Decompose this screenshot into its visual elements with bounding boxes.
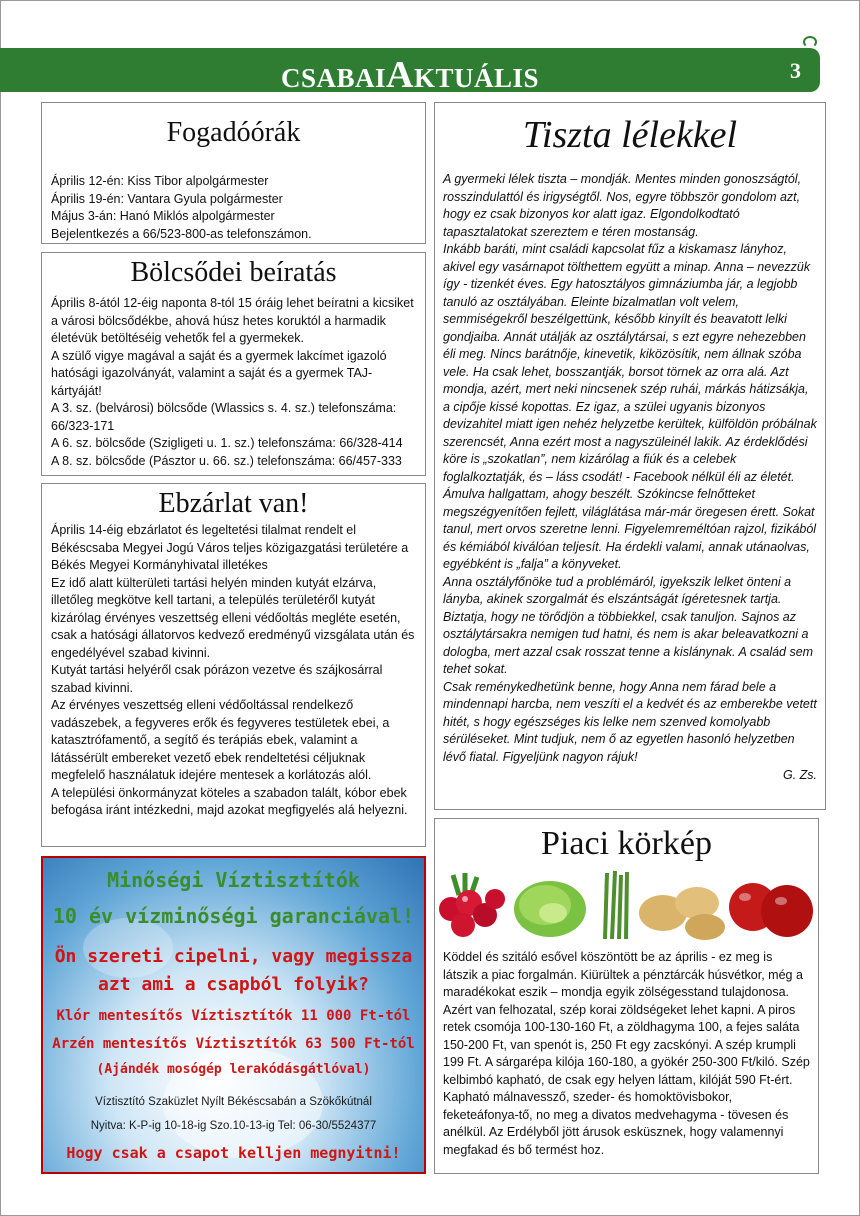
dog-quarantine-box <box>41 483 426 847</box>
ad-question-line-1: Ön szereti cipelni, vagy megissza <box>54 946 413 967</box>
dog-quarantine-paragraph: Ez idő alatt külterületi tartási helyén minden kutyát elzárva, illetőleg megkötve kell tartani, a település területéről kutyát kizárólag érvényes veszettség elleni védőoltás megléte esetén, csak a hatósági állatorvos kedvező eredményű vizsgálata után és engedélyével szabad kivinni. <box>51 575 415 660</box>
nursery-enrollment-box <box>41 252 426 476</box>
potato-image <box>639 887 725 940</box>
ad-headline: Minőségi Víztisztítók <box>107 868 360 892</box>
office-hours-title: Fogadóórák <box>166 117 301 148</box>
market-paragraph: Köddel és szitáló esővel köszöntött be az április - ez meg is látszik a piac forgalmán. Kiürültek a pénztárcák húsvétkor, még a maradékokat eszik – mondja egyik zölségesstand tulajdonosa. Azért van felhozatal, szép korai zöldségeket lehet kapni. A piros retek csomója 100-130-160 Ft, a zöldhagyma 100, a fejes saláta 150-200 Ft, van spenót is, 250 Ft egy zacskónyi. A szép krumpli 199 Ft. A sárgarépa kilója 160-180, a gyökér 250-300 Ft/kiló. Szép kelbimbó kapható, de csak egy helyen láttam, kilóját 590 Ft-ért. <box>443 950 810 1087</box>
article-title: Tiszta lélekkel <box>522 114 738 156</box>
nursery-enrollment-text <box>42 295 425 470</box>
article-paragraph: Anna osztályfőnöke tud a problémáról, igyekszik lelket önteni a lányba, akinek szorgalmát és elszántságát ígéretesnek tartja. Biztatja, hogy ne törődjön a többiekkel, csak tanuljon. Sajnos az osztálytársakra nemigen tud hatni, és nem is akar beleavatkozni a dologba, mert azzal csak rosszat tenne a kislánynak. A család sem tehet sokat. <box>443 574 814 676</box>
nursery-enrollment-title: Bölcsődei beíratás <box>130 257 337 288</box>
dog-quarantine-text <box>42 522 425 820</box>
office-hours-line: Május 3-án: Hanó Miklós alpolgármester <box>51 209 275 223</box>
masthead-title <box>0 50 820 103</box>
nursery-paragraph: A 3. sz. (belvárosi) bölcsőde (Wlassics s. 4. sz.) telefonszáma: 66/323-171 <box>51 401 397 433</box>
dog-quarantine-paragraph: Április 14-éig ebzárlatot és legeltetési tilalmat rendelt el Békéscsaba Megyei Jogú Város teljes közigazgatási területére a Békés Megyei Kormányhivatal illetékes <box>51 523 409 572</box>
ad-opening-hours: Nyitva: K-P-ig 10-18-ig Szo.10-13-ig Tel: 06-30/5524377 <box>90 1120 377 1132</box>
market-report-text <box>435 941 818 1159</box>
nursery-paragraph: Április 8-ától 12-éig naponta 8-tól 15 óráig lehet beíratni a kicsiket a városi bölcsődékbe, ahová húsz hetes koruktól a harmadik életévük betöltéséig vehetők fel a gyermekek. <box>51 296 414 345</box>
vegetable-photo-strip <box>435 869 818 941</box>
nursery-paragraph: A 6. sz. bölcsőde (Szigligeti u. 1. sz.) telefonszáma: 66/328-414 <box>51 436 403 450</box>
nursery-paragraph: A 8. sz. bölcsőde (Pásztor u. 66. sz.) telefonszáma: 66/457-333 <box>51 453 402 468</box>
masthead-title-small: CSABAI <box>280 63 387 93</box>
apple-image <box>729 883 813 937</box>
page-number: 3 <box>790 58 801 83</box>
dog-quarantine-paragraph: A települési önkormányzat köteles a szabadon talált, kóbor ebek befogása iránt intézkedni, majd azokat megfigyelés alá helyezni. <box>51 785 408 817</box>
ad-slogan: Hogy csak a csapot kelljen megnyitni! <box>66 1144 401 1162</box>
article-paragraph: A gyermeki lélek tiszta – mondják. Mentes minden gonoszságtól, rosszindulattól és irigységtől. Nos, egyre többször gondolom azt, hogy ez csak bizonyos kor alatt igaz. Elgondolkodtató tapasztalatokat szereztem e téren mostanság. <box>443 172 802 239</box>
ad-gift-note: (Ajándék mosógép lerakódásgátlóval) <box>96 1062 371 1077</box>
vegetables-image <box>435 869 818 941</box>
market-paragraph: Kapható málnavessző, szeder- és homoktövisbokor, feketeáfonya-tő, no meg a divatos medvehagyma - tövesen és anélkül. Az Erdélyből jött árusok esküsznek, hogy valamennyi megfakad és bő termést hoz. <box>443 1090 789 1157</box>
market-report-title: Piaci körkép <box>541 825 712 862</box>
decorative-swirl-icon <box>803 36 817 48</box>
ad-shop-location: Víztisztító Szaküzlet Nyílt Békéscsabán a Szökőkútnál <box>95 1096 372 1108</box>
article-text <box>435 171 825 766</box>
office-hours-box <box>41 102 426 244</box>
office-hours-text <box>42 165 425 243</box>
masthead-title-big-letter: A <box>386 54 414 96</box>
market-report-box <box>434 818 819 1174</box>
office-hours-line: Április 19-én: Vantara Gyula polgármester <box>51 191 283 206</box>
ad-guarantee: 10 év vízminőségi garanciával! <box>52 904 415 928</box>
dog-quarantine-paragraph: Az érvényes veszettség elleni védőoltással rendelkező vadászebek, a fegyveres erők és fegyveres testületek ebei, a katasztrófamentő, a segítő és terápiás ebek, valamint a látássérült embereket vezető ebek rendeltetési céljuknak megfelelő használatuk idejére mentesek a korlátozás alól. <box>51 698 390 782</box>
radish-image <box>439 873 505 937</box>
article-box <box>434 102 826 810</box>
ad-arsenic-offer: Arzén mentesítős Víztisztítók 63 500 Ft-tól <box>52 1036 415 1052</box>
masthead-title-rest: KTUÁLIS <box>413 63 540 93</box>
dog-quarantine-paragraph: Kutyát tartási helyéről csak pórázon vezetve és szájkosárral szabad kivinni. <box>51 663 383 695</box>
asparagus-image <box>605 871 627 939</box>
office-hours-line: Április 12-én: Kiss Tibor alpolgármester <box>51 174 269 188</box>
office-hours-line: Bejelentkezés a 66/523-800-as telefonszámon. <box>51 226 312 241</box>
nursery-paragraph: A szülő vigye magával a saját és a gyermek lakcímet igazoló hatósági igazolványát, valamint a saját és a gyermek TAJ-kártyáját! <box>51 348 387 398</box>
article-paragraph: Csak reménykedhetünk benne, hogy Anna nem fárad bele a mindennapi harcba, nem veszíti el a kedvét és az emberekbe vetett hitét, s hogy egészséges kis lelke nem szenved komolyabb sérüléseket. Mint tudjuk, nem ő az egyetlen hasonló helyzetben lévő fiatal. Figyeljünk nagyon rájuk! <box>443 679 817 764</box>
article-paragraph: Inkább baráti, mint családi kapcsolat fűz a kiskamasz lányhoz, akivel egy vasárnapot tölthettem együtt a minap. Anna – nevezzük így - tizenkét éves. Egy hatosztályos gimnáziumba jár, a legjobb tanuló az osztályában. Eleinte bizalmatlan volt velem, semmiségekről beszélgettünk, később kinyílt és beavatott lelki gondjaiba. Annát utálják az osztálytársai, s ezt egyre nehezebben éli meg. Nincs barátnője, kinevetik, kiközösítik, nem állnak szóba vele. Ha csak lehet, bosszantják, borsot törnek az orra alá. Azt mondja, azért, mert neki nincsenek szép ruhái, márkás hátizsákja, a cipője kissé kopottas. Ez igaz, a szülei ugyanis bizonyos devizahitel miatt igen nehéz helyzetbe kerültek, külföldön próbálnak szerencsét, Anna ezért most a nagyszüleinél lakik. Az érdeklődési köre is „szokatlan”, nem kizárólag a fiúk és a celebek foglalkoztatják, és – láss csodát! - Facebook nélkül éli az életét. Ámulva hallgattam, ahogy beszélt. Szókincse felnőtteket megszégyenítően fejlett, világlátása már-már öregesen érett. Sokat tanul, mert orvos szeretne lenni. Figyelemreméltóan rajzol, fizikából és kémiából kiválóan teljesít. Ha érdekli valami, annak utánaolvas, egyébként is „falja” a könyveket. <box>443 242 817 571</box>
article-signature: G. Zs. <box>782 768 817 782</box>
water-filter-advertisement <box>41 856 426 1174</box>
lettuce-image <box>514 881 586 937</box>
ad-chlorine-offer: Klór mentesítős Víztisztítók 11 000 Ft-tól <box>56 1008 411 1024</box>
ad-question-line-2: azt ami a csapból folyik? <box>98 974 369 995</box>
dog-quarantine-title: Ebzárlat van! <box>158 488 309 519</box>
